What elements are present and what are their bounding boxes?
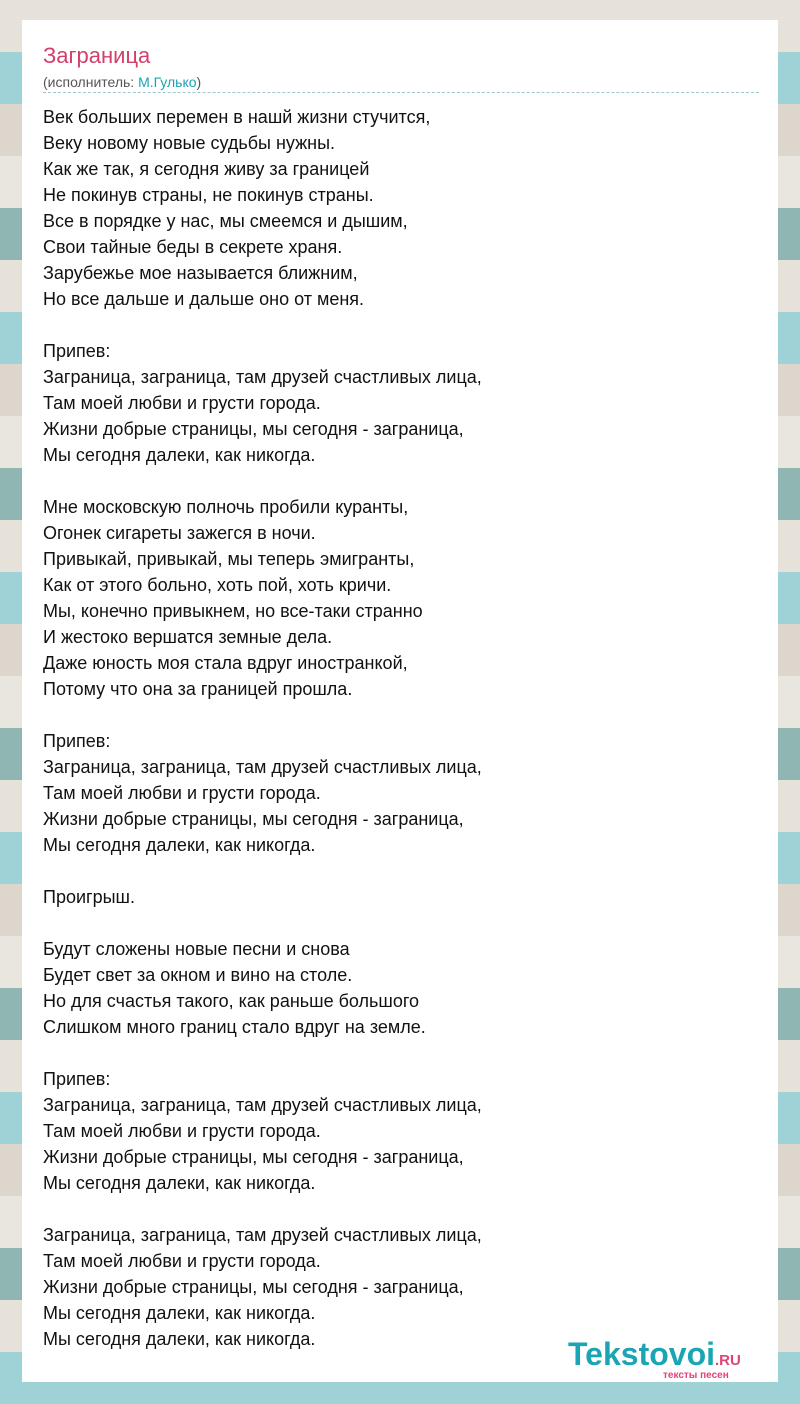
lyric-line: Веку новому новые судьбы нужны. (43, 133, 336, 153)
lyric-line: Припев: (43, 341, 111, 361)
lyric-line: Заграница, заграница, там друзей счастливых лица, (43, 1095, 482, 1115)
lyric-line: Мы сегодня далеки, как никогда. (43, 1329, 316, 1349)
stanza (43, 728, 759, 858)
lyric-line: Как же так, я сегодня живу за границей (43, 159, 370, 179)
lyric-line: Там моей любви и грусти города. (43, 783, 321, 803)
lyric-line: Мы сегодня далеки, как никогда. (43, 445, 316, 465)
lyric-line: Зарубежье мое называется ближним, (43, 263, 358, 283)
lyric-line: Не покинув страны, не покинув страны. (43, 185, 374, 205)
lyric-line: Заграница, заграница, там друзей счастливых лица, (43, 367, 482, 387)
lyric-line: Мы сегодня далеки, как никогда. (43, 1303, 316, 1323)
lyric-line: Жизни добрые страницы, мы сегодня - заграница, (43, 809, 464, 829)
lyric-line: Там моей любви и грусти города. (43, 393, 321, 413)
site-logo[interactable] (568, 1336, 778, 1382)
lyric-line: Мы сегодня далеки, как никогда. (43, 835, 316, 855)
lyric-line: Но для счастья такого, как раньше большого (43, 991, 420, 1011)
lyric-line: Привыкай, привыкай, мы теперь эмигранты, (43, 549, 415, 569)
stanza (43, 104, 759, 312)
stanza (43, 936, 759, 1040)
lyric-line: Проигрыш. (43, 887, 135, 907)
logo-main-text: Tekstovoi (568, 1336, 715, 1372)
lyric-line: Как от этого больно, хоть пой, хоть кричи. (43, 575, 392, 595)
stanza (43, 884, 759, 910)
stanza (43, 494, 759, 702)
lyric-line: Свои тайные беды в секрете храня. (43, 237, 343, 257)
performer-suffix: ) (196, 74, 202, 90)
lyric-line: Потому что она за границей прошла. (43, 679, 353, 699)
lyric-line: Заграница, заграница, там друзей счастливых лица, (43, 1225, 482, 1245)
lyric-line: Жизни добрые страницы, мы сегодня - заграница, (43, 419, 464, 439)
lyric-line: Все в порядке у нас, мы смеемся и дышим, (43, 211, 408, 231)
lyric-line: Припев: (43, 731, 111, 751)
lyric-line: И жестоко вершатся земные дела. (43, 627, 333, 647)
lyric-line: Жизни добрые страницы, мы сегодня - заграница, (43, 1147, 464, 1167)
song-title: Заграница (43, 43, 151, 68)
lyric-line: Огонек сигареты зажегся в ночи. (43, 523, 316, 543)
lyric-line: Мы сегодня далеки, как никогда. (43, 1173, 316, 1193)
performer-line (43, 73, 201, 91)
lyric-line: Заграница, заграница, там друзей счастливых лица, (43, 757, 482, 777)
lyrics-text (43, 104, 759, 1378)
logo-tld: .RU (715, 1352, 741, 1369)
stanza (43, 1222, 759, 1352)
lyric-line: Припев: (43, 1069, 111, 1089)
lyric-line: Будут сложены новые песни и снова (43, 939, 350, 959)
lyric-line: Мы, конечно привыкнем, но все-таки странно (43, 601, 423, 621)
lyric-line: Жизни добрые страницы, мы сегодня - заграница, (43, 1277, 464, 1297)
title-divider (43, 92, 759, 93)
lyric-line: Даже юность моя стала вдруг иностранкой, (43, 653, 408, 673)
lyric-line: Там моей любви и грусти города. (43, 1251, 321, 1271)
lyrics-card (22, 20, 778, 1382)
lyric-line: Мне московскую полночь пробили куранты, (43, 497, 409, 517)
lyric-line: Век больших перемен в нашй жизни стучится, (43, 107, 431, 127)
stanza (43, 338, 759, 468)
lyric-line: Будет свет за окном и вино на столе. (43, 965, 353, 985)
stanza (43, 1066, 759, 1196)
performer-prefix: (исполнитель: (43, 74, 139, 90)
performer-link[interactable]: М.Гулько (138, 74, 197, 90)
logo-tagline: тексты песен (663, 1370, 729, 1381)
lyric-line: Там моей любви и грусти города. (43, 1121, 321, 1141)
lyric-line: Слишком много границ стало вдруг на земле. (43, 1017, 426, 1037)
lyric-line: Но все дальше и дальше оно от меня. (43, 289, 365, 309)
